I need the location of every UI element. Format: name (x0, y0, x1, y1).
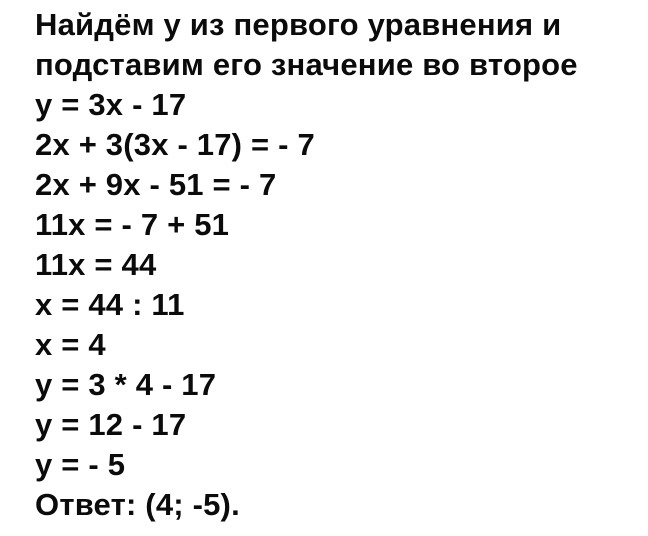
equation-step-9: y = 12 - 17 (35, 407, 187, 442)
equation-step-8: y = 3 * 4 - 17 (35, 367, 217, 402)
answer-line: Ответ: (4; -5). (35, 487, 240, 522)
intro-line-2: подставим его значение во второе (35, 47, 578, 82)
equation-step-10: y = - 5 (35, 447, 126, 482)
equation-step-5: 11x = 44 (35, 247, 157, 282)
equation-step-6: x = 44 : 11 (35, 287, 185, 322)
equation-step-1: y = 3x - 17 (35, 87, 187, 122)
intro-line-1: Найдём у из первого уравнения и (35, 7, 562, 42)
equation-step-3: 2x + 9x - 51 = - 7 (35, 167, 277, 202)
equation-step-7: x = 4 (35, 327, 106, 362)
equation-step-4: 11x = - 7 + 51 (35, 207, 230, 242)
equation-step-2: 2x + 3(3x - 17) = - 7 (35, 127, 315, 162)
